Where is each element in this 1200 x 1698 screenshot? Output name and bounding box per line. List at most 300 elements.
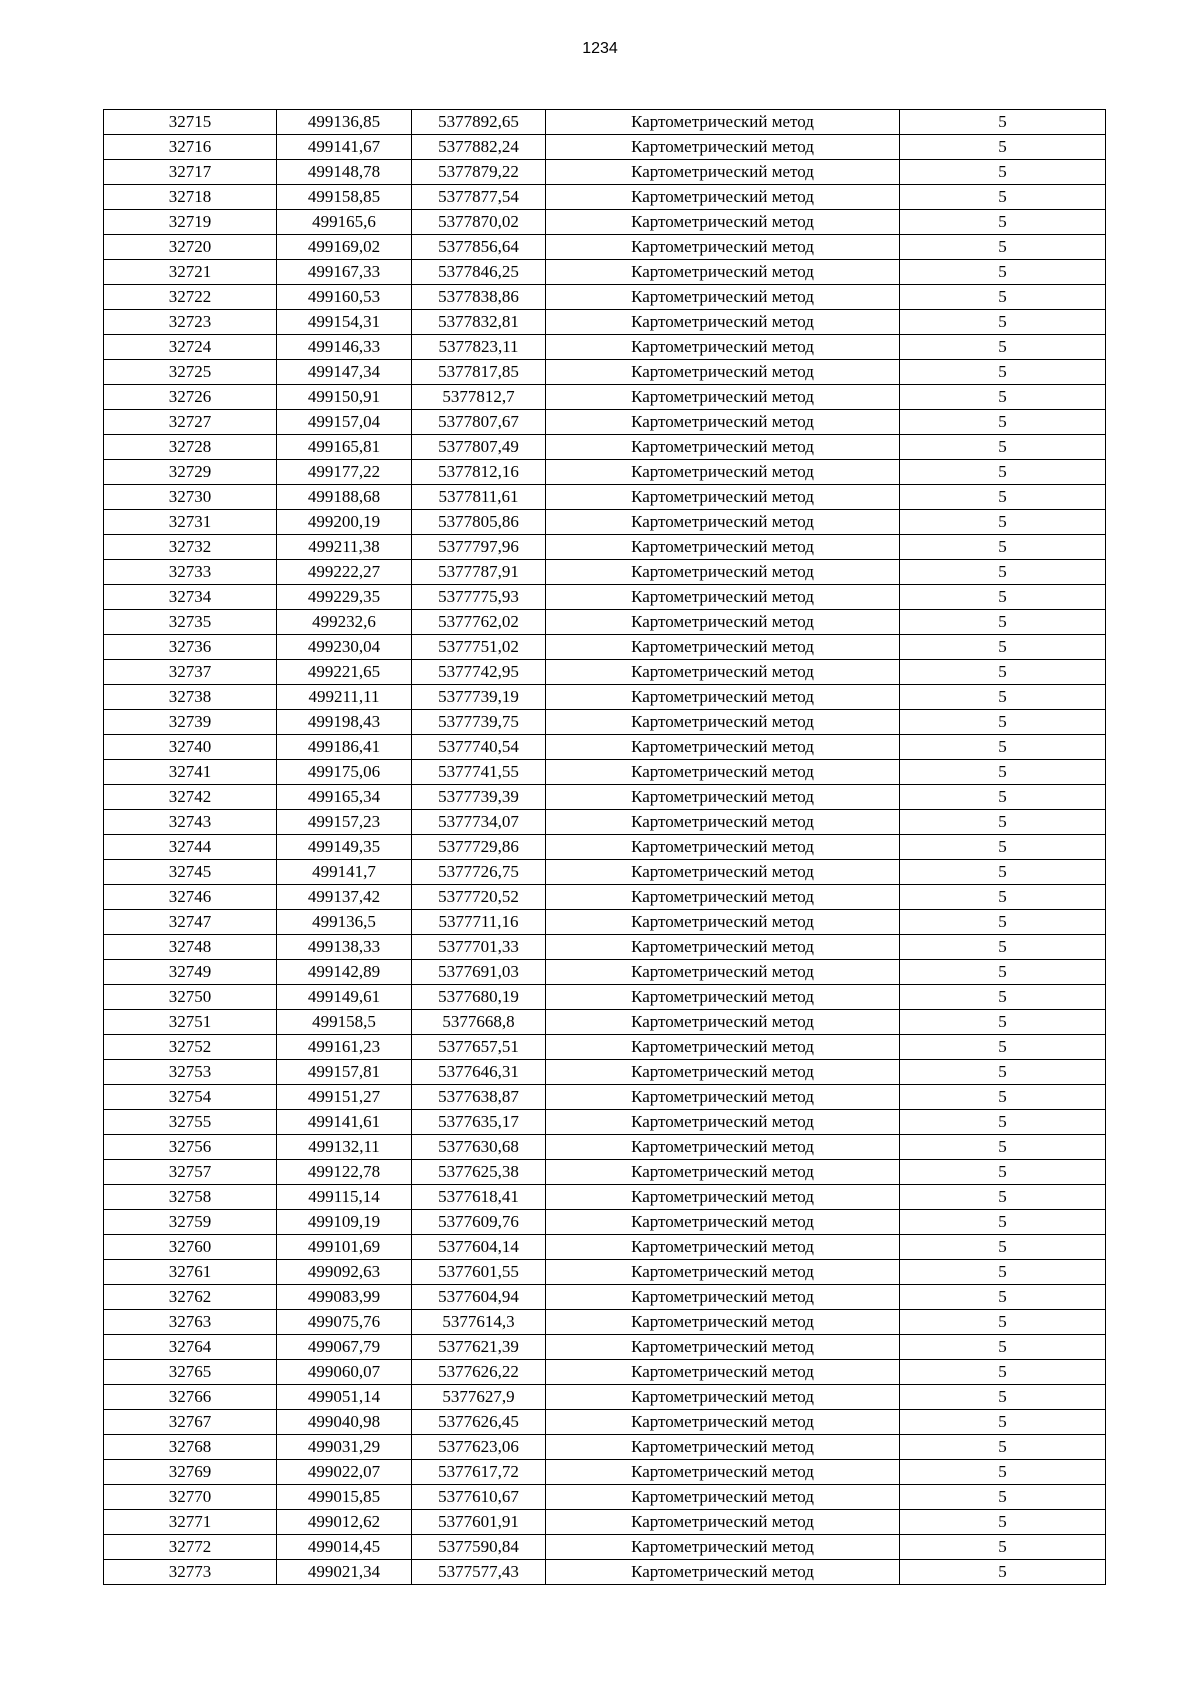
point-number-cell: 32747 — [104, 910, 277, 935]
accuracy-cell: 5 — [900, 285, 1106, 310]
method-cell: Картометрический метод — [546, 860, 900, 885]
y-coordinate-cell: 5377817,85 — [412, 360, 546, 385]
y-coordinate-cell: 5377882,24 — [412, 135, 546, 160]
method-cell: Картометрический метод — [546, 1335, 900, 1360]
table-row — [104, 760, 1106, 785]
y-coordinate-cell: 5377618,41 — [412, 1185, 546, 1210]
method-cell: Картометрический метод — [546, 210, 900, 235]
point-number-cell: 32772 — [104, 1535, 277, 1560]
table-row — [104, 1035, 1106, 1060]
point-number-cell: 32753 — [104, 1060, 277, 1085]
point-number-cell: 32730 — [104, 485, 277, 510]
accuracy-cell: 5 — [900, 510, 1106, 535]
x-coordinate-cell: 499040,98 — [277, 1410, 412, 1435]
accuracy-cell: 5 — [900, 635, 1106, 660]
point-number-cell: 32760 — [104, 1235, 277, 1260]
accuracy-cell: 5 — [900, 1360, 1106, 1385]
accuracy-cell: 5 — [900, 1185, 1106, 1210]
x-coordinate-cell: 499147,34 — [277, 360, 412, 385]
x-coordinate-cell: 499012,62 — [277, 1510, 412, 1535]
accuracy-cell: 5 — [900, 810, 1106, 835]
x-coordinate-cell: 499232,6 — [277, 610, 412, 635]
method-cell: Картометрический метод — [546, 1160, 900, 1185]
method-cell: Картометрический метод — [546, 1185, 900, 1210]
method-cell: Картометрический метод — [546, 960, 900, 985]
method-cell: Картометрический метод — [546, 660, 900, 685]
point-number-cell: 32739 — [104, 710, 277, 735]
accuracy-cell: 5 — [900, 210, 1106, 235]
x-coordinate-cell: 499031,29 — [277, 1435, 412, 1460]
x-coordinate-cell: 499083,99 — [277, 1285, 412, 1310]
x-coordinate-cell: 499211,11 — [277, 685, 412, 710]
table-row — [104, 1560, 1106, 1585]
table-row — [104, 1235, 1106, 1260]
x-coordinate-cell: 499161,23 — [277, 1035, 412, 1060]
y-coordinate-cell: 5377740,54 — [412, 735, 546, 760]
y-coordinate-cell: 5377846,25 — [412, 260, 546, 285]
accuracy-cell: 5 — [900, 1110, 1106, 1135]
table-row — [104, 1335, 1106, 1360]
point-number-cell: 32723 — [104, 310, 277, 335]
x-coordinate-cell: 499137,42 — [277, 885, 412, 910]
accuracy-cell: 5 — [900, 385, 1106, 410]
accuracy-cell: 5 — [900, 835, 1106, 860]
y-coordinate-cell: 5377601,55 — [412, 1260, 546, 1285]
accuracy-cell: 5 — [900, 335, 1106, 360]
coordinates-table — [103, 109, 1106, 1585]
point-number-cell: 32722 — [104, 285, 277, 310]
method-cell: Картометрический метод — [546, 535, 900, 560]
table-row — [104, 560, 1106, 585]
x-coordinate-cell: 499151,27 — [277, 1085, 412, 1110]
x-coordinate-cell: 499157,81 — [277, 1060, 412, 1085]
y-coordinate-cell: 5377609,76 — [412, 1210, 546, 1235]
accuracy-cell: 5 — [900, 1435, 1106, 1460]
page-number: 1234 — [582, 40, 618, 57]
y-coordinate-cell: 5377739,39 — [412, 785, 546, 810]
method-cell: Картометрический метод — [546, 1310, 900, 1335]
method-cell: Картометрический метод — [546, 485, 900, 510]
method-cell: Картометрический метод — [546, 1235, 900, 1260]
y-coordinate-cell: 5377701,33 — [412, 935, 546, 960]
accuracy-cell: 5 — [900, 885, 1106, 910]
table-row — [104, 285, 1106, 310]
x-coordinate-cell: 499165,81 — [277, 435, 412, 460]
method-cell: Картометрический метод — [546, 1460, 900, 1485]
method-cell: Картометрический метод — [546, 785, 900, 810]
point-number-cell: 32748 — [104, 935, 277, 960]
table-row — [104, 710, 1106, 735]
y-coordinate-cell: 5377630,68 — [412, 1135, 546, 1160]
table-row — [104, 1385, 1106, 1410]
point-number-cell: 32729 — [104, 460, 277, 485]
accuracy-cell: 5 — [900, 860, 1106, 885]
accuracy-cell: 5 — [900, 960, 1106, 985]
method-cell: Картометрический метод — [546, 985, 900, 1010]
accuracy-cell: 5 — [900, 260, 1106, 285]
table-row — [104, 635, 1106, 660]
y-coordinate-cell: 5377751,02 — [412, 635, 546, 660]
accuracy-cell: 5 — [900, 760, 1106, 785]
accuracy-cell: 5 — [900, 235, 1106, 260]
table-row — [104, 810, 1106, 835]
x-coordinate-cell: 499230,04 — [277, 635, 412, 660]
method-cell: Картометрический метод — [546, 260, 900, 285]
x-coordinate-cell: 499198,43 — [277, 710, 412, 735]
point-number-cell: 32762 — [104, 1285, 277, 1310]
x-coordinate-cell: 499115,14 — [277, 1185, 412, 1210]
x-coordinate-cell: 499136,85 — [277, 110, 412, 135]
y-coordinate-cell: 5377823,11 — [412, 335, 546, 360]
table-row — [104, 1010, 1106, 1035]
point-number-cell: 32770 — [104, 1485, 277, 1510]
table-row — [104, 610, 1106, 635]
point-number-cell: 32715 — [104, 110, 277, 135]
accuracy-cell: 5 — [900, 1135, 1106, 1160]
x-coordinate-cell: 499157,04 — [277, 410, 412, 435]
y-coordinate-cell: 5377638,87 — [412, 1085, 546, 1110]
y-coordinate-cell: 5377711,16 — [412, 910, 546, 935]
table-row — [104, 1210, 1106, 1235]
method-cell: Картометрический метод — [546, 760, 900, 785]
table-row — [104, 1110, 1106, 1135]
point-number-cell: 32765 — [104, 1360, 277, 1385]
y-coordinate-cell: 5377627,9 — [412, 1385, 546, 1410]
point-number-cell: 32744 — [104, 835, 277, 860]
point-number-cell: 32732 — [104, 535, 277, 560]
point-number-cell: 32717 — [104, 160, 277, 185]
y-coordinate-cell: 5377626,22 — [412, 1360, 546, 1385]
x-coordinate-cell: 499141,61 — [277, 1110, 412, 1135]
point-number-cell: 32755 — [104, 1110, 277, 1135]
table-row — [104, 1060, 1106, 1085]
method-cell: Картометрический метод — [546, 1010, 900, 1035]
x-coordinate-cell: 499169,02 — [277, 235, 412, 260]
accuracy-cell: 5 — [900, 185, 1106, 210]
table-row — [104, 1510, 1106, 1535]
point-number-cell: 32719 — [104, 210, 277, 235]
point-number-cell: 32716 — [104, 135, 277, 160]
x-coordinate-cell: 499109,19 — [277, 1210, 412, 1235]
y-coordinate-cell: 5377877,54 — [412, 185, 546, 210]
accuracy-cell: 5 — [900, 360, 1106, 385]
accuracy-cell: 5 — [900, 1485, 1106, 1510]
x-coordinate-cell: 499200,19 — [277, 510, 412, 535]
method-cell: Картометрический метод — [546, 685, 900, 710]
y-coordinate-cell: 5377870,02 — [412, 210, 546, 235]
accuracy-cell: 5 — [900, 1560, 1106, 1585]
table-row — [104, 935, 1106, 960]
accuracy-cell: 5 — [900, 535, 1106, 560]
method-cell: Картометрический метод — [546, 710, 900, 735]
x-coordinate-cell: 499146,33 — [277, 335, 412, 360]
x-coordinate-cell: 499021,34 — [277, 1560, 412, 1585]
point-number-cell: 32734 — [104, 585, 277, 610]
x-coordinate-cell: 499157,23 — [277, 810, 412, 835]
point-number-cell: 32740 — [104, 735, 277, 760]
x-coordinate-cell: 499186,41 — [277, 735, 412, 760]
y-coordinate-cell: 5377838,86 — [412, 285, 546, 310]
accuracy-cell: 5 — [900, 560, 1106, 585]
table-row — [104, 535, 1106, 560]
y-coordinate-cell: 5377577,43 — [412, 1560, 546, 1585]
method-cell: Картометрический метод — [546, 635, 900, 660]
method-cell: Картометрический метод — [546, 1510, 900, 1535]
table-row — [104, 1460, 1106, 1485]
x-coordinate-cell: 499132,11 — [277, 1135, 412, 1160]
method-cell: Картометрический метод — [546, 910, 900, 935]
point-number-cell: 32767 — [104, 1410, 277, 1435]
table-row — [104, 1285, 1106, 1310]
y-coordinate-cell: 5377657,51 — [412, 1035, 546, 1060]
table-row — [104, 985, 1106, 1010]
y-coordinate-cell: 5377720,52 — [412, 885, 546, 910]
method-cell: Картометрический метод — [546, 1360, 900, 1385]
point-number-cell: 32749 — [104, 960, 277, 985]
point-number-cell: 32736 — [104, 635, 277, 660]
method-cell: Картометрический метод — [546, 1110, 900, 1135]
y-coordinate-cell: 5377610,67 — [412, 1485, 546, 1510]
accuracy-cell: 5 — [900, 1410, 1106, 1435]
accuracy-cell: 5 — [900, 1060, 1106, 1085]
method-cell: Картометрический метод — [546, 285, 900, 310]
x-coordinate-cell: 499067,79 — [277, 1335, 412, 1360]
method-cell: Картометрический метод — [546, 560, 900, 585]
table-row — [104, 1260, 1106, 1285]
y-coordinate-cell: 5377726,75 — [412, 860, 546, 885]
y-coordinate-cell: 5377626,45 — [412, 1410, 546, 1435]
point-number-cell: 32764 — [104, 1335, 277, 1360]
y-coordinate-cell: 5377797,96 — [412, 535, 546, 560]
y-coordinate-cell: 5377734,07 — [412, 810, 546, 835]
method-cell: Картометрический метод — [546, 410, 900, 435]
table-row — [104, 235, 1106, 260]
point-number-cell: 32727 — [104, 410, 277, 435]
accuracy-cell: 5 — [900, 485, 1106, 510]
point-number-cell: 32768 — [104, 1435, 277, 1460]
x-coordinate-cell: 499075,76 — [277, 1310, 412, 1335]
method-cell: Картометрический метод — [546, 110, 900, 135]
method-cell: Картометрический метод — [546, 460, 900, 485]
method-cell: Картометрический метод — [546, 1485, 900, 1510]
method-cell: Картометрический метод — [546, 310, 900, 335]
x-coordinate-cell: 499175,06 — [277, 760, 412, 785]
table-row — [104, 910, 1106, 935]
x-coordinate-cell: 499022,07 — [277, 1460, 412, 1485]
y-coordinate-cell: 5377762,02 — [412, 610, 546, 635]
x-coordinate-cell: 499165,34 — [277, 785, 412, 810]
y-coordinate-cell: 5377590,84 — [412, 1535, 546, 1560]
table-row — [104, 1435, 1106, 1460]
point-number-cell: 32759 — [104, 1210, 277, 1235]
x-coordinate-cell: 499211,38 — [277, 535, 412, 560]
table-row — [104, 585, 1106, 610]
accuracy-cell: 5 — [900, 1335, 1106, 1360]
point-number-cell: 32731 — [104, 510, 277, 535]
point-number-cell: 32745 — [104, 860, 277, 885]
table-row — [104, 1310, 1106, 1335]
table-row — [104, 735, 1106, 760]
table-row — [104, 660, 1106, 685]
accuracy-cell: 5 — [900, 1460, 1106, 1485]
table-row — [104, 135, 1106, 160]
table-row — [104, 510, 1106, 535]
point-number-cell: 32771 — [104, 1510, 277, 1535]
y-coordinate-cell: 5377646,31 — [412, 1060, 546, 1085]
method-cell: Картометрический метод — [546, 335, 900, 360]
point-number-cell: 32757 — [104, 1160, 277, 1185]
y-coordinate-cell: 5377807,49 — [412, 435, 546, 460]
accuracy-cell: 5 — [900, 785, 1106, 810]
point-number-cell: 32724 — [104, 335, 277, 360]
x-coordinate-cell: 499177,22 — [277, 460, 412, 485]
y-coordinate-cell: 5377775,93 — [412, 585, 546, 610]
accuracy-cell: 5 — [900, 935, 1106, 960]
y-coordinate-cell: 5377787,91 — [412, 560, 546, 585]
table-row — [104, 185, 1106, 210]
y-coordinate-cell: 5377832,81 — [412, 310, 546, 335]
table-row — [104, 685, 1106, 710]
x-coordinate-cell: 499150,91 — [277, 385, 412, 410]
point-number-cell: 32733 — [104, 560, 277, 585]
y-coordinate-cell: 5377805,86 — [412, 510, 546, 535]
y-coordinate-cell: 5377635,17 — [412, 1110, 546, 1135]
method-cell: Картометрический метод — [546, 1085, 900, 1110]
accuracy-cell: 5 — [900, 985, 1106, 1010]
accuracy-cell: 5 — [900, 735, 1106, 760]
method-cell: Картометрический метод — [546, 810, 900, 835]
y-coordinate-cell: 5377739,75 — [412, 710, 546, 735]
accuracy-cell: 5 — [900, 910, 1106, 935]
y-coordinate-cell: 5377680,19 — [412, 985, 546, 1010]
accuracy-cell: 5 — [900, 610, 1106, 635]
x-coordinate-cell: 499160,53 — [277, 285, 412, 310]
x-coordinate-cell: 499149,61 — [277, 985, 412, 1010]
method-cell: Картометрический метод — [546, 385, 900, 410]
x-coordinate-cell: 499092,63 — [277, 1260, 412, 1285]
method-cell: Картометрический метод — [546, 1035, 900, 1060]
table-row — [104, 1535, 1106, 1560]
table-row — [104, 335, 1106, 360]
point-number-cell: 32728 — [104, 435, 277, 460]
table-row — [104, 835, 1106, 860]
y-coordinate-cell: 5377729,86 — [412, 835, 546, 860]
y-coordinate-cell: 5377668,8 — [412, 1010, 546, 1035]
table-row — [104, 360, 1106, 385]
table-row — [104, 785, 1106, 810]
point-number-cell: 32746 — [104, 885, 277, 910]
y-coordinate-cell: 5377741,55 — [412, 760, 546, 785]
accuracy-cell: 5 — [900, 1160, 1106, 1185]
y-coordinate-cell: 5377604,14 — [412, 1235, 546, 1260]
table-row — [104, 1135, 1106, 1160]
method-cell: Картометрический метод — [546, 160, 900, 185]
x-coordinate-cell: 499014,45 — [277, 1535, 412, 1560]
table-row — [104, 385, 1106, 410]
accuracy-cell: 5 — [900, 1285, 1106, 1310]
x-coordinate-cell: 499141,7 — [277, 860, 412, 885]
table-row — [104, 885, 1106, 910]
y-coordinate-cell: 5377739,19 — [412, 685, 546, 710]
method-cell: Картометрический метод — [546, 1410, 900, 1435]
accuracy-cell: 5 — [900, 1310, 1106, 1335]
method-cell: Картометрический метод — [546, 735, 900, 760]
y-coordinate-cell: 5377614,3 — [412, 1310, 546, 1335]
accuracy-cell: 5 — [900, 1385, 1106, 1410]
point-number-cell: 32718 — [104, 185, 277, 210]
x-coordinate-cell: 499154,31 — [277, 310, 412, 335]
accuracy-cell: 5 — [900, 1010, 1106, 1035]
y-coordinate-cell: 5377625,38 — [412, 1160, 546, 1185]
x-coordinate-cell: 499222,27 — [277, 560, 412, 585]
point-number-cell: 32721 — [104, 260, 277, 285]
table-row — [104, 410, 1106, 435]
table-row — [104, 485, 1106, 510]
method-cell: Картометрический метод — [546, 1385, 900, 1410]
x-coordinate-cell: 499138,33 — [277, 935, 412, 960]
point-number-cell: 32741 — [104, 760, 277, 785]
x-coordinate-cell: 499122,78 — [277, 1160, 412, 1185]
method-cell: Картометрический метод — [546, 1560, 900, 1585]
x-coordinate-cell: 499167,33 — [277, 260, 412, 285]
y-coordinate-cell: 5377617,72 — [412, 1460, 546, 1485]
point-number-cell: 32750 — [104, 985, 277, 1010]
point-number-cell: 32735 — [104, 610, 277, 635]
point-number-cell: 32725 — [104, 360, 277, 385]
y-coordinate-cell: 5377807,67 — [412, 410, 546, 435]
x-coordinate-cell: 499136,5 — [277, 910, 412, 935]
method-cell: Картометрический метод — [546, 135, 900, 160]
method-cell: Картометрический метод — [546, 1435, 900, 1460]
y-coordinate-cell: 5377892,65 — [412, 110, 546, 135]
x-coordinate-cell: 499165,6 — [277, 210, 412, 235]
table-row — [104, 1160, 1106, 1185]
accuracy-cell: 5 — [900, 160, 1106, 185]
x-coordinate-cell: 499015,85 — [277, 1485, 412, 1510]
y-coordinate-cell: 5377621,39 — [412, 1335, 546, 1360]
point-number-cell: 32773 — [104, 1560, 277, 1585]
y-coordinate-cell: 5377812,16 — [412, 460, 546, 485]
x-coordinate-cell: 499229,35 — [277, 585, 412, 610]
method-cell: Картометрический метод — [546, 610, 900, 635]
y-coordinate-cell: 5377601,91 — [412, 1510, 546, 1535]
accuracy-cell: 5 — [900, 1210, 1106, 1235]
point-number-cell: 32752 — [104, 1035, 277, 1060]
x-coordinate-cell: 499060,07 — [277, 1360, 412, 1385]
accuracy-cell: 5 — [900, 1510, 1106, 1535]
method-cell: Картометрический метод — [546, 1260, 900, 1285]
method-cell: Картометрический метод — [546, 1060, 900, 1085]
point-number-cell: 32763 — [104, 1310, 277, 1335]
y-coordinate-cell: 5377812,7 — [412, 385, 546, 410]
point-number-cell: 32751 — [104, 1010, 277, 1035]
point-number-cell: 32756 — [104, 1135, 277, 1160]
point-number-cell: 32737 — [104, 660, 277, 685]
table-row — [104, 460, 1106, 485]
table-row — [104, 1360, 1106, 1385]
accuracy-cell: 5 — [900, 710, 1106, 735]
y-coordinate-cell: 5377856,64 — [412, 235, 546, 260]
method-cell: Картометрический метод — [546, 1285, 900, 1310]
y-coordinate-cell: 5377879,22 — [412, 160, 546, 185]
point-number-cell: 32720 — [104, 235, 277, 260]
point-number-cell: 32726 — [104, 385, 277, 410]
y-coordinate-cell: 5377742,95 — [412, 660, 546, 685]
x-coordinate-cell: 499101,69 — [277, 1235, 412, 1260]
y-coordinate-cell: 5377811,61 — [412, 485, 546, 510]
table-row — [104, 860, 1106, 885]
accuracy-cell: 5 — [900, 1260, 1106, 1285]
